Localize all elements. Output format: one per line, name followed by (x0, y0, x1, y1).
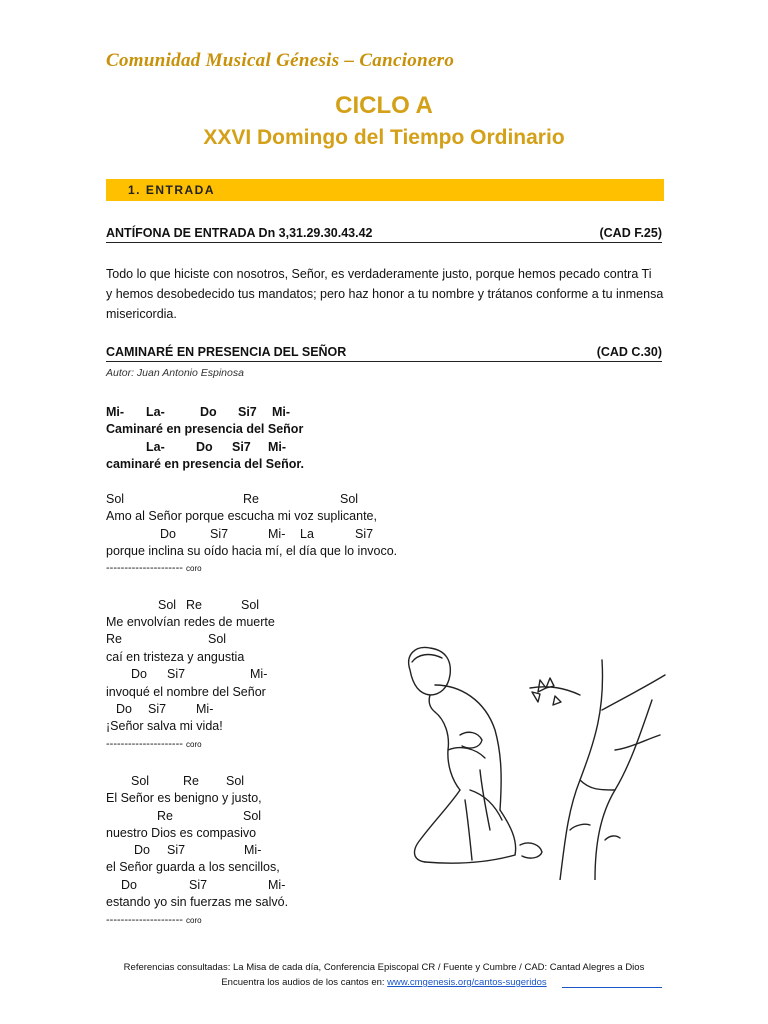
chord: Sol (208, 632, 227, 646)
chord: Si7 (167, 667, 186, 681)
chord: Do (121, 878, 137, 892)
chord: Sol (226, 774, 245, 788)
coro-label: coro (186, 740, 202, 749)
sunday-title: XXVI Domingo del Tiempo Ordinario (203, 126, 565, 149)
antifona-line: Todo lo que hiciste con nosotros, Señor, es verdaderamente justo, porque hemos pecado contra Ti (106, 267, 652, 281)
coro-label: coro (186, 564, 202, 573)
chord: Mi- (268, 527, 286, 541)
song-ref: (CAD C.30) (596, 345, 662, 359)
dashes: --------------------- (106, 562, 183, 574)
chord: Mi- (272, 405, 291, 419)
chord: La- (146, 405, 165, 419)
footer-references: Referencias consultadas: La Misa de cada día, Conferencia Episcopal CR / Fuente y Cumbre / CAD: Cantad Alegres a Dios (123, 962, 645, 973)
chord: Si7 (232, 440, 251, 454)
antifona-line: misericordia. (106, 307, 177, 321)
cancionero-header: Comunidad Musical Génesis – Cancionero (106, 50, 455, 71)
chord: Re (106, 632, 122, 646)
chord: Mi- (250, 667, 268, 681)
chord: Do (116, 702, 132, 716)
lyric-line: Amo al Señor porque escucha mi voz suplicante, (106, 509, 377, 523)
chord: Re (183, 774, 199, 788)
chord: Do (131, 667, 147, 681)
coro-separator (106, 738, 202, 750)
lyric-line: Caminaré en presencia del Señor (106, 422, 304, 436)
chord: La (300, 527, 314, 541)
antifona-title: ANTÍFONA DE ENTRADA Dn 3,31.29.30.43.42 (106, 226, 373, 240)
dashes: --------------------- (106, 738, 183, 750)
footer-prefix: Encuentra los audios de los cantos en: (221, 977, 388, 988)
chord: Sol (243, 809, 262, 823)
praying-monk-illustration (390, 640, 680, 880)
lyric-line: porque inclina su oído hacia mí, el día que lo invoco. (106, 544, 398, 558)
chord: Mi- (268, 440, 287, 454)
song-header (106, 345, 662, 362)
chord: Re (186, 598, 202, 612)
chord: Mi- (106, 405, 125, 419)
chord: Si7 (210, 527, 229, 541)
lyric-line: caí en tristeza y angustia (106, 650, 245, 664)
chord: Mi- (244, 843, 262, 857)
chord: Do (196, 440, 213, 454)
chord: La- (146, 440, 165, 454)
chord: Si7 (238, 405, 257, 419)
antifona-ref: (CAD F.25) (599, 226, 662, 240)
chord: Re (243, 492, 259, 506)
lyric-line: nuestro Dios es compasivo (106, 826, 257, 840)
chord: Si7 (167, 843, 186, 857)
song-author: Autor: Juan Antonio Espinosa (106, 367, 244, 379)
lyric-line: estando yo sin fuerzas me salvó. (106, 895, 289, 909)
section-bar-entrada (106, 179, 664, 201)
footer-underline (562, 987, 662, 988)
lyric-line: el Señor guarda a los sencillos, (106, 860, 280, 874)
lyric-line: ¡Señor salva mi vida! (106, 719, 223, 733)
lyric-line: caminaré en presencia del Señor. (106, 457, 305, 471)
chord: Re (157, 809, 173, 823)
coro-separator (106, 562, 202, 574)
chord: Sol (106, 492, 125, 506)
antifona-line: y hemos desobedecido tus mandatos; pero haz honor a tu nombre y trátanos conforme a tu inmensa (106, 287, 664, 301)
chord: Do (160, 527, 176, 541)
chord: Si7 (355, 527, 374, 541)
chord: Mi- (268, 878, 286, 892)
song-title: CAMINARÉ EN PRESENCIA DEL SEÑOR (106, 345, 347, 359)
chord: Mi- (196, 702, 214, 716)
chord: Do (200, 405, 217, 419)
chord: Si7 (148, 702, 167, 716)
chord: Si7 (189, 878, 208, 892)
coro-label: coro (186, 916, 202, 925)
lyric-line: Me envolvían redes de muerte (106, 615, 275, 629)
chord: Do (134, 843, 150, 857)
antifona-text (106, 264, 666, 324)
lyric-line: El Señor es benigno y justo, (106, 791, 262, 805)
chord: Sol (158, 598, 177, 612)
coro-separator (106, 914, 202, 926)
chord: Sol (131, 774, 150, 788)
dashes: --------------------- (106, 914, 183, 926)
cantos-sugeridos-link[interactable]: www.cmgenesis.org/cantos-sugeridos (387, 977, 547, 988)
ciclo-title: CICLO A (335, 92, 433, 119)
chord: Sol (340, 492, 359, 506)
chord: Sol (241, 598, 260, 612)
lyric-line: invoqué el nombre del Señor (106, 685, 266, 699)
antifona-header (106, 226, 662, 243)
section-label: 1. ENTRADA (128, 183, 216, 197)
